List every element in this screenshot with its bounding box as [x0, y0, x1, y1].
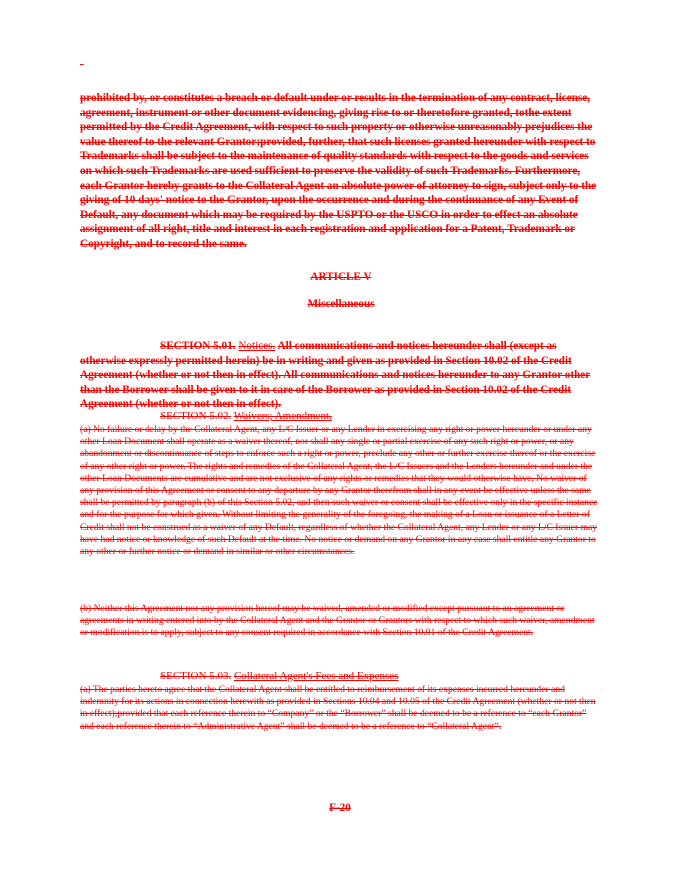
section-503-title: Collateral Agent's Fees and Expenses [233, 670, 399, 682]
section-502-para-a: (a) No failure or delay by the Collateral Agent, any L/C Issuer or any Lender in exercising any right or power hereunder or under any other Loan Document shall operate as a waiver thereof, nor shall any single or partial exercise of any such right or power, or any abandonment or discontinuance of steps to enforce such a right or power, preclude any other or further exercise thereof or the exercise of any other right or power. The rights and remedies of the Collateral Agent, the L/C Issuers and the Lenders hereunder and under the other Loan Documents are cumulative and are not exclusive of any rights or remedies that they would otherwise have. No waiver of any provision of this Agreement or consent to any departure by any Grantor therefrom shall in any event be effective unless the same shall be permitted by paragraph (b) of this Section 5.02, and then such waiver or consent shall be effective only in the specific instance and for the purpose for which given. Without limiting the generality of the foregoing, the making of a Loan or issuance of a Letter of Credit shall not be construed as a waiver of any Default, regardless of whether the Collateral Agent, any Lender or any L/C Issuer may have had notice or knowledge of such Default at the time. No notice or demand on any Grantor in any case shall entitle any Grantor to any other or further notice or demand in similar or other circumstances. [80, 424, 598, 558]
section-501-body: All communications and notices hereunder shall (except as otherwise expressly permitted herein) be in writing and given as provided in Section 10.02 of the Credit Agreement (whether or not then in effect). All communications and notices hereunder to any Grantor other than the Borrower shall be given to it in care of the Borrower as provided in Section 10.02 of the Credit Agreement (whether or not then in effect). [80, 340, 591, 411]
section-502-para-b: (b) Neither this Agreement nor any provision hereof may be waived, amended or modified except pursuant to an agreement or agreements in writing entered into by the Collateral Agent and the Grantor or Grantors with respect to which such waiver, amendment or modification is to apply, subject to any consent required in accordance with Section 10.01 of the Credit Agreement. [80, 603, 595, 639]
top-mark: - [80, 58, 84, 70]
section-501-paragraph [80, 339, 602, 412]
section-503-heading [160, 670, 398, 682]
section-503-para-a: (a) The parties hereto agree that the Collateral Agent shall be entitled to reimbursement of its expenses incurred hereunder and indemnity for its actions in connection herewith as provided in Sections 10.04 and 10.05 of the Credit Agreement (whether or not then in effect);provided that each reference therein to “Company” or the “Borrower” shall be deemed to be a reference to “each Grantor” and each reference therein to “Administrative Agent” shall be deemed to be a reference to “Collateral Agent”. [80, 684, 596, 732]
section-501-title: Notices. [238, 340, 276, 352]
section-501-number: SECTION 5.01. [160, 340, 236, 352]
intro-paragraph: prohibited by, or constitutes a breach or default under or results in the termination of any contract, license, agreement, instrument or other document evidencing, giving rise to or theretofore granted, tothe extent permitted by the Credit Agreement, with respect to such property or otherwise unreasonably prejudices the value thereof to the relevant Grantor;provided, further, that such licenses granted hereunder with respect to Trademarks shall be subject to the maintenance of quality standards with respect to the goods and services on which such Trademarks are used sufficient to preserve the validity of such Trademarks. Furthermore, each Grantor hereby grants to the Collateral Agent an absolute power of attorney to sign, subject only to the giving of 10 days' notice to the Grantor, upon the occurrence and during the continuance of any Event of Default, any document which may be required by the USPTO or the USCO in order to effect an absolute assignment of all right, title and interest in each registration and application for a Patent, Trademark or Copyright, and to record the same. [80, 92, 597, 250]
section-502-title: Waivers; Amendment. [233, 410, 332, 422]
section-503-number: SECTION 5.03. [160, 670, 232, 682]
article-heading: ARTICLE V [310, 271, 372, 283]
page-number: F-20 [329, 802, 351, 814]
section-502-number: SECTION 5.02. [160, 410, 232, 422]
article-subheading: Miscellaneous [307, 298, 375, 310]
section-502-heading [160, 410, 332, 422]
